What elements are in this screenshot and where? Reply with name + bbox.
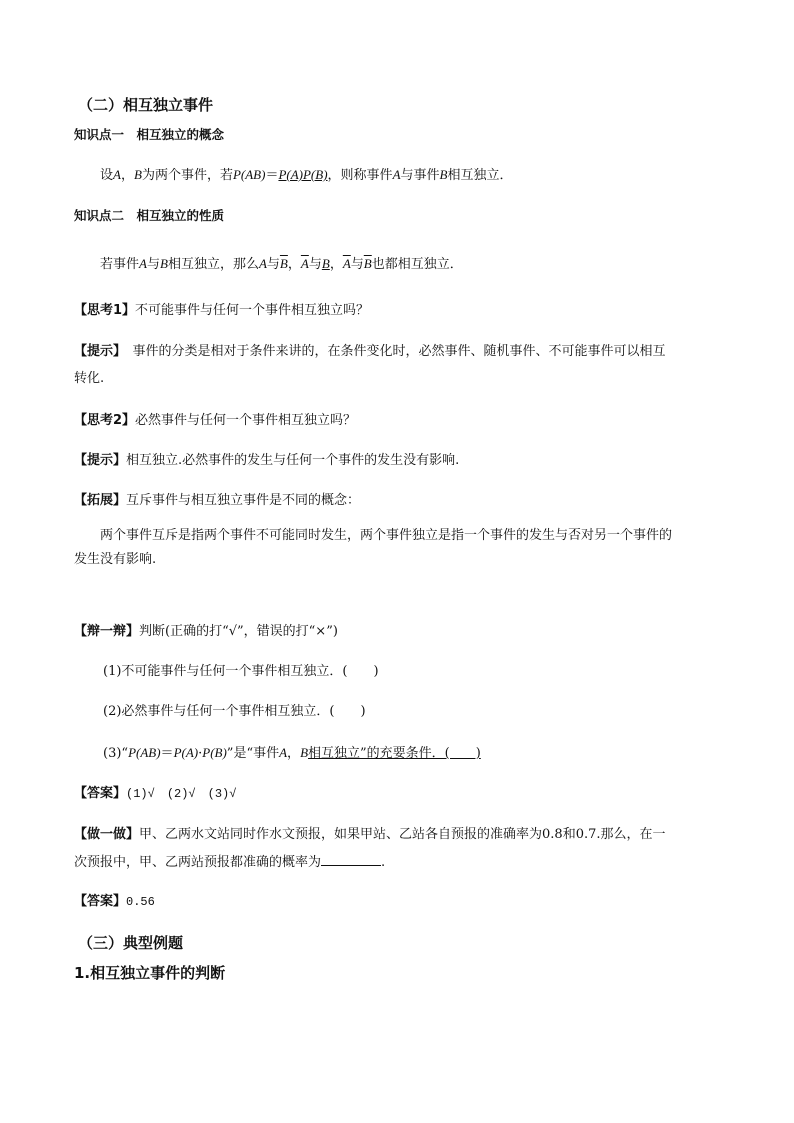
answer2: 【答案】0.56 [74, 894, 155, 909]
doit-line2: 次预报中，甲、乙两站预报都准确的概率为 . [74, 852, 385, 872]
answer-blank [321, 852, 381, 866]
expand-line2: 发生没有影响. [74, 552, 157, 567]
hint1-line2: 转化. [74, 371, 105, 386]
debate-item-3: (3)“P(AB)＝P(A)·P(B)”是“事件A，B相互独立”的充要条件．( ) [103, 745, 481, 761]
doit-line1: 【做一做】甲、乙两水文站同时作水文预报，如果甲站、乙站各自预报的准确率为0.8和0.7.那么，在一 [74, 827, 666, 842]
think1: 【思考1】不可能事件与任何一个事件相互独立吗？ [74, 303, 370, 318]
kp2-heading: 知识点二 相互独立的性质 [74, 208, 225, 223]
think2: 【思考2】必然事件与任何一个事件相互独立吗？ [74, 413, 357, 428]
kp1-text: 设A，B为两个事件，若P(AB)＝P(A)P(B)，则称事件A与事件B相互独立． [100, 167, 513, 183]
debate-heading: 【辩一辩】判断(正确的打“√”，错误的打“×”) [74, 624, 338, 639]
kp1-heading: 知识点一 相互独立的概念 [74, 127, 225, 142]
debate-item-1: (1)不可能事件与任何一个事件相互独立．( ) [103, 664, 379, 679]
expand-heading: 【拓展】互斥事件与相互独立事件是不同的概念： [74, 493, 361, 508]
section2-title: （二）相互独立事件 [78, 96, 214, 114]
hint1-line1: 【提示】 事件的分类是相对于条件来讲的，在条件变化时，必然事件、随机事件、不可能事件可以相互 [74, 344, 666, 359]
answer1: 【答案】(1)√ (2)√ (3)√ [74, 786, 237, 801]
section3-sub1: 1.相互独立事件的判断 [74, 964, 226, 982]
kp2-text: 若事件A与B相互独立，那么A与$\overline{B}$，$\overline{A}$与B，$\overline{A}$与$\overline{B}$也都相互独立． [100, 256, 463, 272]
hint2: 【提示】相互独立.必然事件的发生与任何一个事件的发生没有影响. [74, 453, 460, 468]
expand-line1: 两个事件互斥是指两个事件不可能同时发生，两个事件独立是指一个事件的发生与否对另一个事件的 [100, 528, 673, 543]
debate-item-2: (2)必然事件与任何一个事件相互独立．( ) [103, 704, 366, 719]
section3-title: （三）典型例题 [78, 934, 184, 952]
